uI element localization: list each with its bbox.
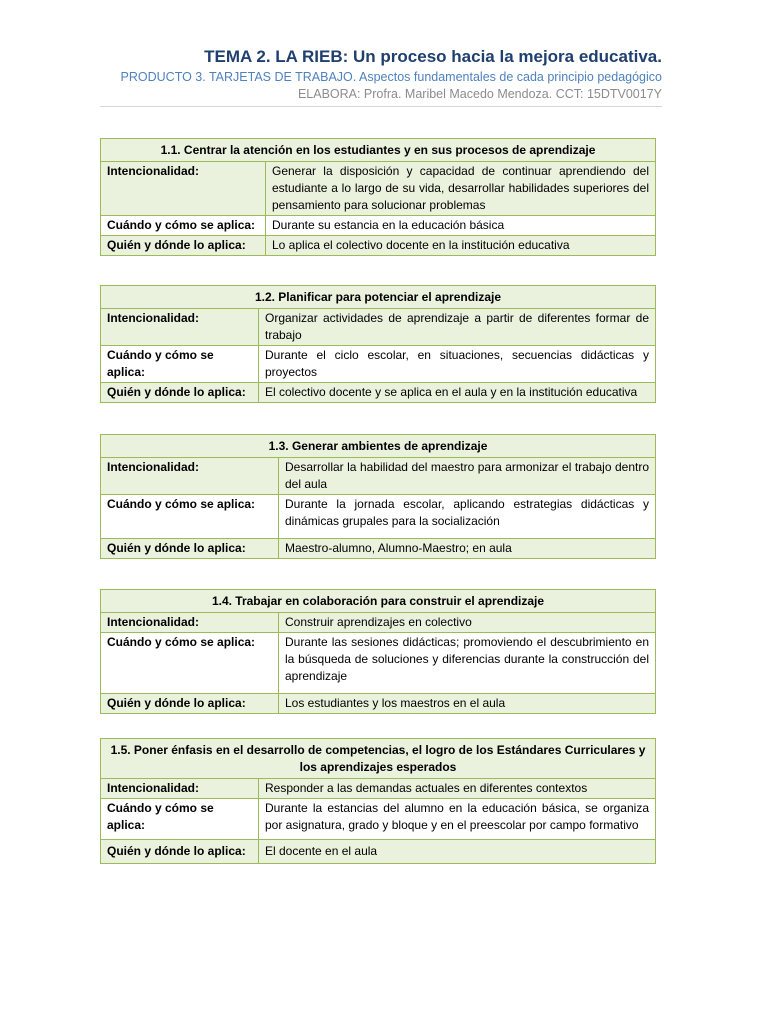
row-label: Quién y dónde lo aplica: (101, 236, 266, 256)
card-title: 1.1. Centrar la atención en los estudiantes y en sus procesos de aprendizaje (101, 139, 656, 162)
row-value: Durante las sesiones didácticas; promoviendo el descubrimiento en la búsqueda de soluciones y diferencias durante la construcción del aprendizaje (279, 633, 656, 694)
row-value: Durante la jornada escolar, aplicando estrategias didácticas y dinámicas grupales para la socialización (279, 495, 656, 539)
row-value: Durante su estancia en la educación básica (266, 216, 656, 236)
row-label: Cuándo y cómo se aplica: (101, 216, 266, 236)
row-label: Intencionalidad: (101, 162, 266, 216)
row-label: Quién y dónde lo aplica: (101, 840, 259, 864)
card-title: 1.2. Planificar para potenciar el aprendizaje (101, 286, 656, 309)
row-value: Organizar actividades de aprendizaje a partir de diferentes formar de trabajo (259, 309, 656, 346)
row-value: Los estudiantes y los maestros en el aula (279, 694, 656, 714)
document-header (100, 46, 662, 107)
row-value: Generar la disposición y capacidad de continuar aprendiendo del estudiante a lo largo de su vida, desarrollar habilidades superiores del pensamiento para solucionar problemas (266, 162, 656, 216)
card-1-4 (100, 589, 656, 714)
document-title: TEMA 2. LA RIEB: Un proceso hacia la mejora educativa. (204, 47, 662, 66)
row-label: Cuándo y cómo se aplica: (101, 346, 259, 383)
row-label: Cuándo y cómo se aplica: (101, 633, 279, 694)
card-title: 1.4. Trabajar en colaboración para construir el aprendizaje (101, 590, 656, 613)
row-label: Quién y dónde lo aplica: (101, 694, 279, 714)
card-1-2 (100, 285, 656, 403)
document-subtitle: PRODUCTO 3. TARJETAS DE TRABAJO. Aspectos fundamentales de cada principio pedagógico (120, 70, 662, 84)
row-label: Intencionalidad: (101, 309, 259, 346)
card-1-5 (100, 738, 656, 864)
row-value: Durante la estancias del alumno en la educación básica, se organiza por asignatura, grado y bloque y en el preescolar por campo formativo (259, 799, 656, 840)
card-title: 1.3. Generar ambientes de aprendizaje (101, 435, 656, 458)
row-label: Quién y dónde lo aplica: (101, 539, 279, 559)
row-value: Construir aprendizajes en colectivo (279, 613, 656, 633)
row-label: Cuándo y cómo se aplica: (101, 799, 259, 840)
row-value: El docente en el aula (259, 840, 656, 864)
card-title: 1.5. Poner énfasis en el desarrollo de competencias, el logro de los Estándares Curriculares y los aprendizajes esperados (101, 739, 656, 779)
row-value: Responder a las demandas actuales en diferentes contextos (259, 779, 656, 799)
card-1-1 (100, 138, 656, 256)
row-label: Intencionalidad: (101, 458, 279, 495)
document-author: ELABORA: Profra. Maribel Macedo Mendoza. CCT: 15DTV0017Y (297, 87, 662, 101)
row-label: Quién y dónde lo aplica: (101, 383, 259, 403)
row-label: Intencionalidad: (101, 779, 259, 799)
row-value: Durante el ciclo escolar, en situaciones, secuencias didácticas y proyectos (259, 346, 656, 383)
row-label: Intencionalidad: (101, 613, 279, 633)
row-value: Desarrollar la habilidad del maestro para armonizar el trabajo dentro del aula (279, 458, 656, 495)
row-value: Maestro-alumno, Alumno-Maestro; en aula (279, 539, 656, 559)
card-1-3 (100, 434, 656, 559)
row-value: El colectivo docente y se aplica en el aula y en la institución educativa (259, 383, 656, 403)
row-label: Cuándo y cómo se aplica: (101, 495, 279, 539)
row-value: Lo aplica el colectivo docente en la institución educativa (266, 236, 656, 256)
